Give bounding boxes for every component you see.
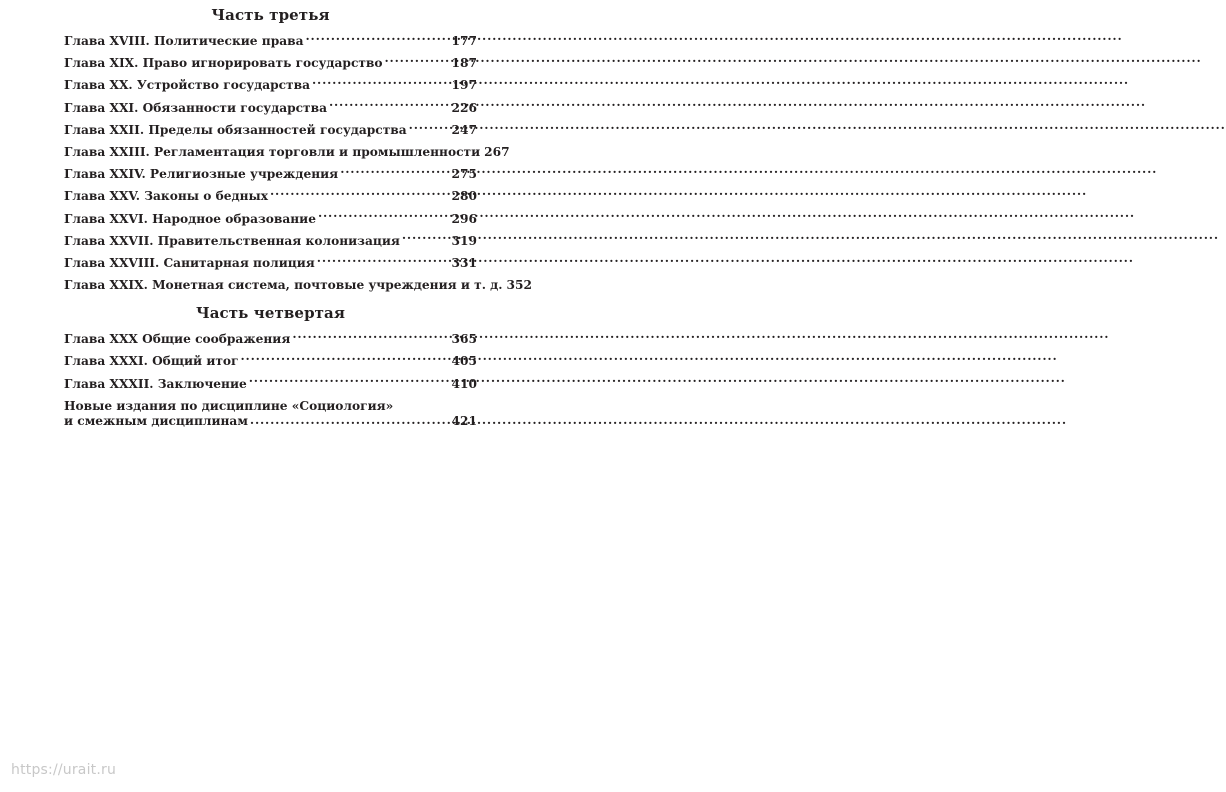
dot-leader xyxy=(409,122,450,134)
part-title: Часть третья xyxy=(211,6,330,24)
dot-leader xyxy=(292,331,449,343)
toc-page-number: 197 xyxy=(451,78,477,93)
toc-page-number: 352 xyxy=(506,278,532,293)
toc-entry-new-editions[interactable] xyxy=(64,395,477,432)
toc-entry-title-continued xyxy=(64,413,477,428)
toc-page-number: 365 xyxy=(451,332,477,347)
dot-leader xyxy=(249,375,450,387)
toc-entry-title: Глава XXXII. Заключение xyxy=(64,376,247,391)
toc-entry[interactable] xyxy=(64,373,477,395)
toc-page-number: 319 xyxy=(451,233,477,248)
toc-entry-title: Глава XXIX. Монетная система, почтовые учреждения и т. д. xyxy=(64,278,503,293)
dot-leader xyxy=(306,33,450,45)
toc-page-number: 226 xyxy=(451,100,477,115)
toc-entry[interactable] xyxy=(64,119,477,141)
toc-entry-title: Новые издания по дисциплине «Социология» xyxy=(64,398,394,413)
toc-entry-title: Глава XXIV. Религиозные учреждения xyxy=(64,167,339,182)
toc-entry-title: Глава XXVIII. Санитарная полиция xyxy=(64,255,315,270)
dot-leader xyxy=(317,255,450,267)
toc-entry-title: Глава XX. Устройство государства xyxy=(64,78,310,93)
toc-page-number: 247 xyxy=(451,122,477,137)
toc-entry-title: Глава XXX Общие соображения xyxy=(64,332,291,347)
toc-entry[interactable] xyxy=(64,252,477,274)
dot-leader xyxy=(402,233,450,245)
dot-leader xyxy=(250,413,450,425)
toc-entry-title: Глава XXIII. Регламентация торговли и промышленности xyxy=(64,144,481,159)
toc-entry-title: Глава XXII. Пределы обязанностей государства xyxy=(64,122,407,137)
toc-entry-title: Глава XXI. Обязанности государства xyxy=(64,100,327,115)
toc-page-number: 275 xyxy=(451,167,477,182)
toc-list xyxy=(64,328,477,432)
dot-leader xyxy=(385,55,450,67)
dot-leader xyxy=(318,210,450,222)
dot-leader xyxy=(270,188,450,200)
dot-leader xyxy=(312,77,450,89)
toc-page-number: 187 xyxy=(451,56,477,71)
toc-entry[interactable] xyxy=(64,274,532,296)
toc-page-number: 280 xyxy=(451,189,477,204)
toc-page-number: 410 xyxy=(451,376,477,391)
part-title: Часть четвертая xyxy=(195,304,346,323)
toc-entry-title: Глава XXV. Законы о бедных xyxy=(64,189,269,204)
dot-leader xyxy=(241,353,450,365)
toc-page-number: 331 xyxy=(451,255,477,270)
toc-entry-title: Глава XXVI. Народное образование xyxy=(64,211,316,226)
toc-entry-title: Глава XXVII. Правительственная колонизация xyxy=(64,233,400,248)
table-of-contents xyxy=(64,0,532,432)
toc-entry-title: Глава XXXI. Общий итог xyxy=(64,354,239,369)
toc-entry-title: Глава XVIII. Политические права xyxy=(64,34,304,48)
toc-page-number: 296 xyxy=(451,211,477,226)
dot-leader xyxy=(340,166,449,178)
toc-page-number: 405 xyxy=(451,354,477,369)
toc-page-number: 421 xyxy=(451,414,477,428)
toc-page-number: 177 xyxy=(451,34,477,48)
toc-page-number: 267 xyxy=(484,144,510,159)
toc-entry-title-line2: и смежным дисциплинам xyxy=(64,414,248,428)
watermark-url: https://urait.ru xyxy=(11,762,117,778)
toc-list xyxy=(64,30,532,296)
dot-leader xyxy=(329,99,450,111)
toc-entry-title: Глава XIX. Право игнорировать государство xyxy=(64,56,383,71)
